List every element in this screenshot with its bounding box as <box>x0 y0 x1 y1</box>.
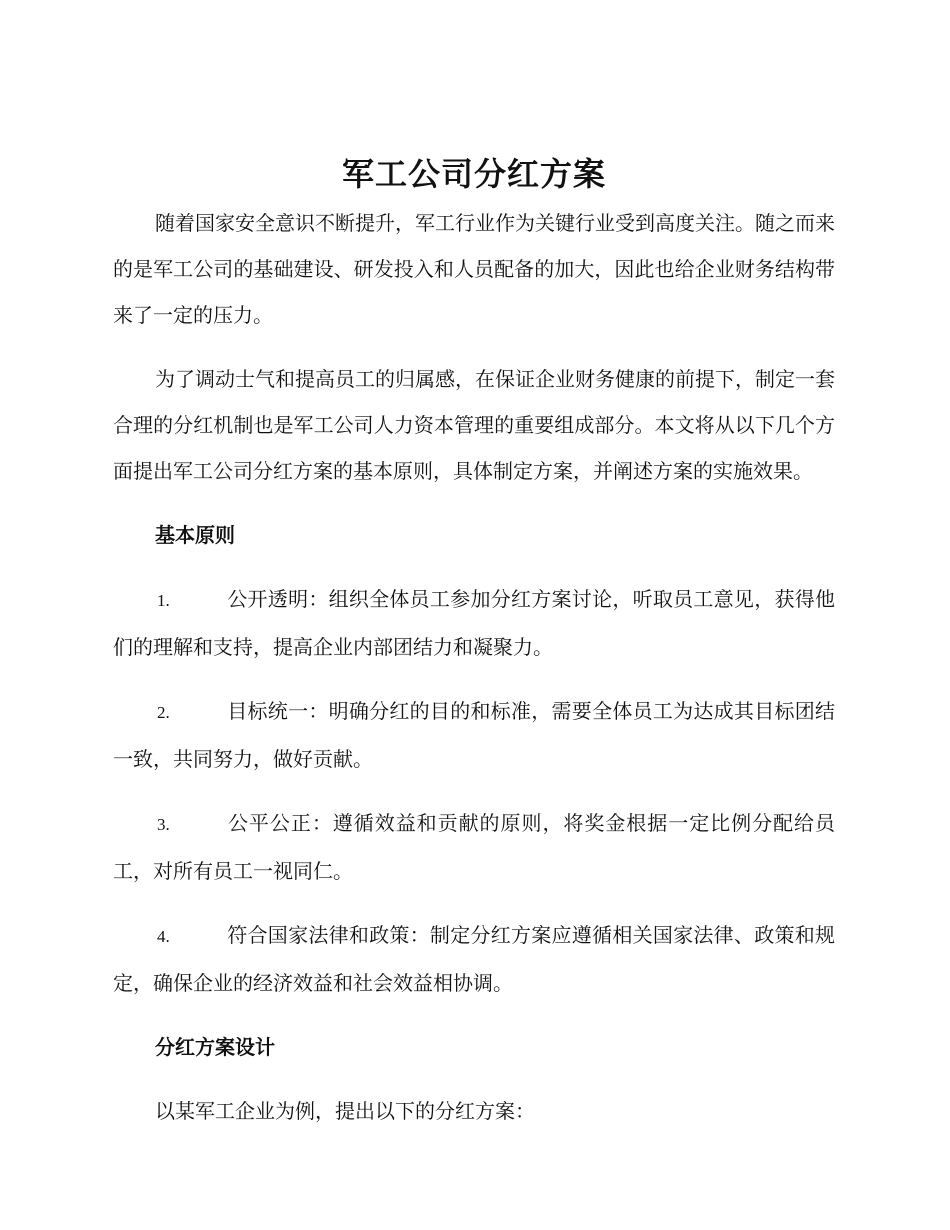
principle-number: 4. <box>157 927 170 946</box>
document-title: 军工公司分红方案 <box>341 155 606 193</box>
plan-design-intro: 以某军工企业为例，提出以下的分红方案： <box>155 1099 535 1123</box>
principle-text: 符合国家法律和政策：制定分红方案应遵循相关国家法律、政策和规定，确保企业的经济效益和社会效益相协调。 <box>113 923 835 995</box>
principle-text: 公开透明：组织全体员工参加分红方案讨论，听取员工意见，获得他们的理解和支持，提高企业内部团结力和凝聚力。 <box>113 587 835 659</box>
principle-text: 公平公正：遵循效益和贡献的原则，将奖金根据一定比例分配给员工，对所有员工一视同仁。 <box>113 811 835 883</box>
principle-text: 目标统一：明确分红的目的和标准，需要全体员工为达成其目标团结一致，共同努力，做好贡献。 <box>113 699 835 771</box>
principle-item-4 <box>113 912 835 1006</box>
principle-item-1 <box>113 576 835 670</box>
section-heading-basic-principles: 基本原则 <box>155 523 235 547</box>
principle-number: 3. <box>157 815 170 834</box>
intro-paragraph-1: 随着国家安全意识不断提升，军工行业作为关键行业受到高度关注。随之而来的是军工公司的基础建设、研发投入和人员配备的加大，因此也给企业财务结构带来了一定的压力。 <box>113 211 835 327</box>
section-heading-plan-design: 分红方案设计 <box>155 1035 275 1059</box>
principle-number: 1. <box>157 591 170 610</box>
principle-item-2 <box>113 688 835 782</box>
principle-item-3 <box>113 800 835 894</box>
principle-number: 2. <box>157 703 170 722</box>
intro-paragraph-2: 为了调动士气和提高员工的归属感，在保证企业财务健康的前提下，制定一套合理的分红机制也是军工公司人力资本管理的重要组成部分。本文将从以下几个方面提出军工公司分红方案的基本原则，具体制定方案，并阐述方案的实施效果。 <box>113 367 835 483</box>
document-page <box>113 148 835 1152</box>
